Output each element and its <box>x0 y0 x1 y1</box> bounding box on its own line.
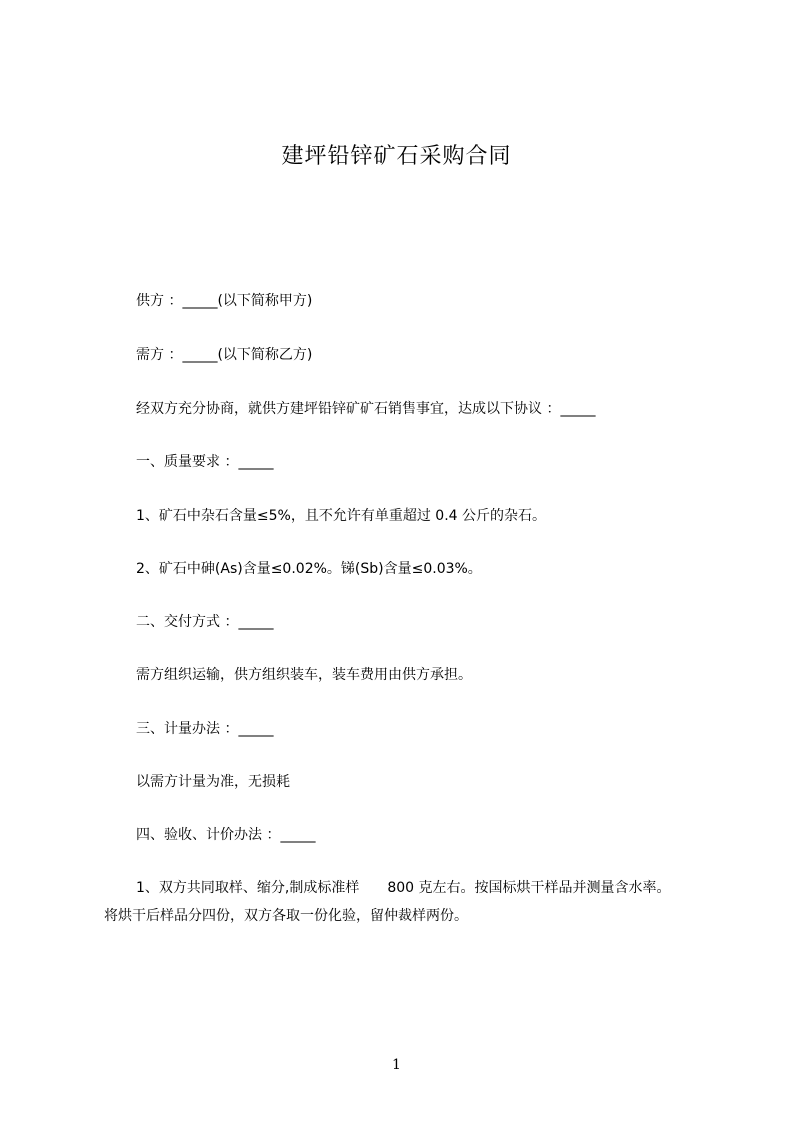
supplier-line: 供方 ：_____(以下简称甲方) <box>136 293 313 309</box>
agreement-intro: 经双方充分协商，就供方建坪铅锌矿矿石销售事宜，达成以下协议 ：_____ <box>136 401 596 417</box>
measurement-text: 以需方计量为准，无损耗 <box>136 774 290 790</box>
document-title: 建坪铅锌矿石采购合同 <box>281 144 512 169</box>
section-heading-quality: 一、质量要求 ：_____ <box>136 454 274 470</box>
page-number: 1 <box>392 1057 401 1073</box>
section-heading-delivery: 二、交付方式 ：_____ <box>136 614 274 630</box>
delivery-text: 需方组织运输，供方组织装车，装车费用由供方承担。 <box>136 667 472 683</box>
section-heading-measurement: 三、计量办法 ：_____ <box>136 721 274 737</box>
acceptance-paragraph-line-1: 1、双方共同取样、缩分,制成标准样 800 克左右。按国标烘干样品并测量含水率。 <box>136 880 671 896</box>
section-heading-acceptance: 四、验收、计价办法 ：_____ <box>136 827 316 843</box>
buyer-line: 需方 ：_____(以下简称乙方) <box>136 347 313 363</box>
quality-item-1: 1、矿石中杂石含量≤5%，且不允许有单重超过 0.4 公斤的杂石。 <box>136 508 547 524</box>
acceptance-paragraph-line-2: 将烘干后样品分四份，双方各取一份化验，留仲裁样两份。 <box>104 908 468 924</box>
quality-item-2: 2、矿石中砷(As)含量≤0.02%。锑(Sb)含量≤0.03%。 <box>136 561 482 577</box>
acceptance-paragraph <box>104 874 724 930</box>
